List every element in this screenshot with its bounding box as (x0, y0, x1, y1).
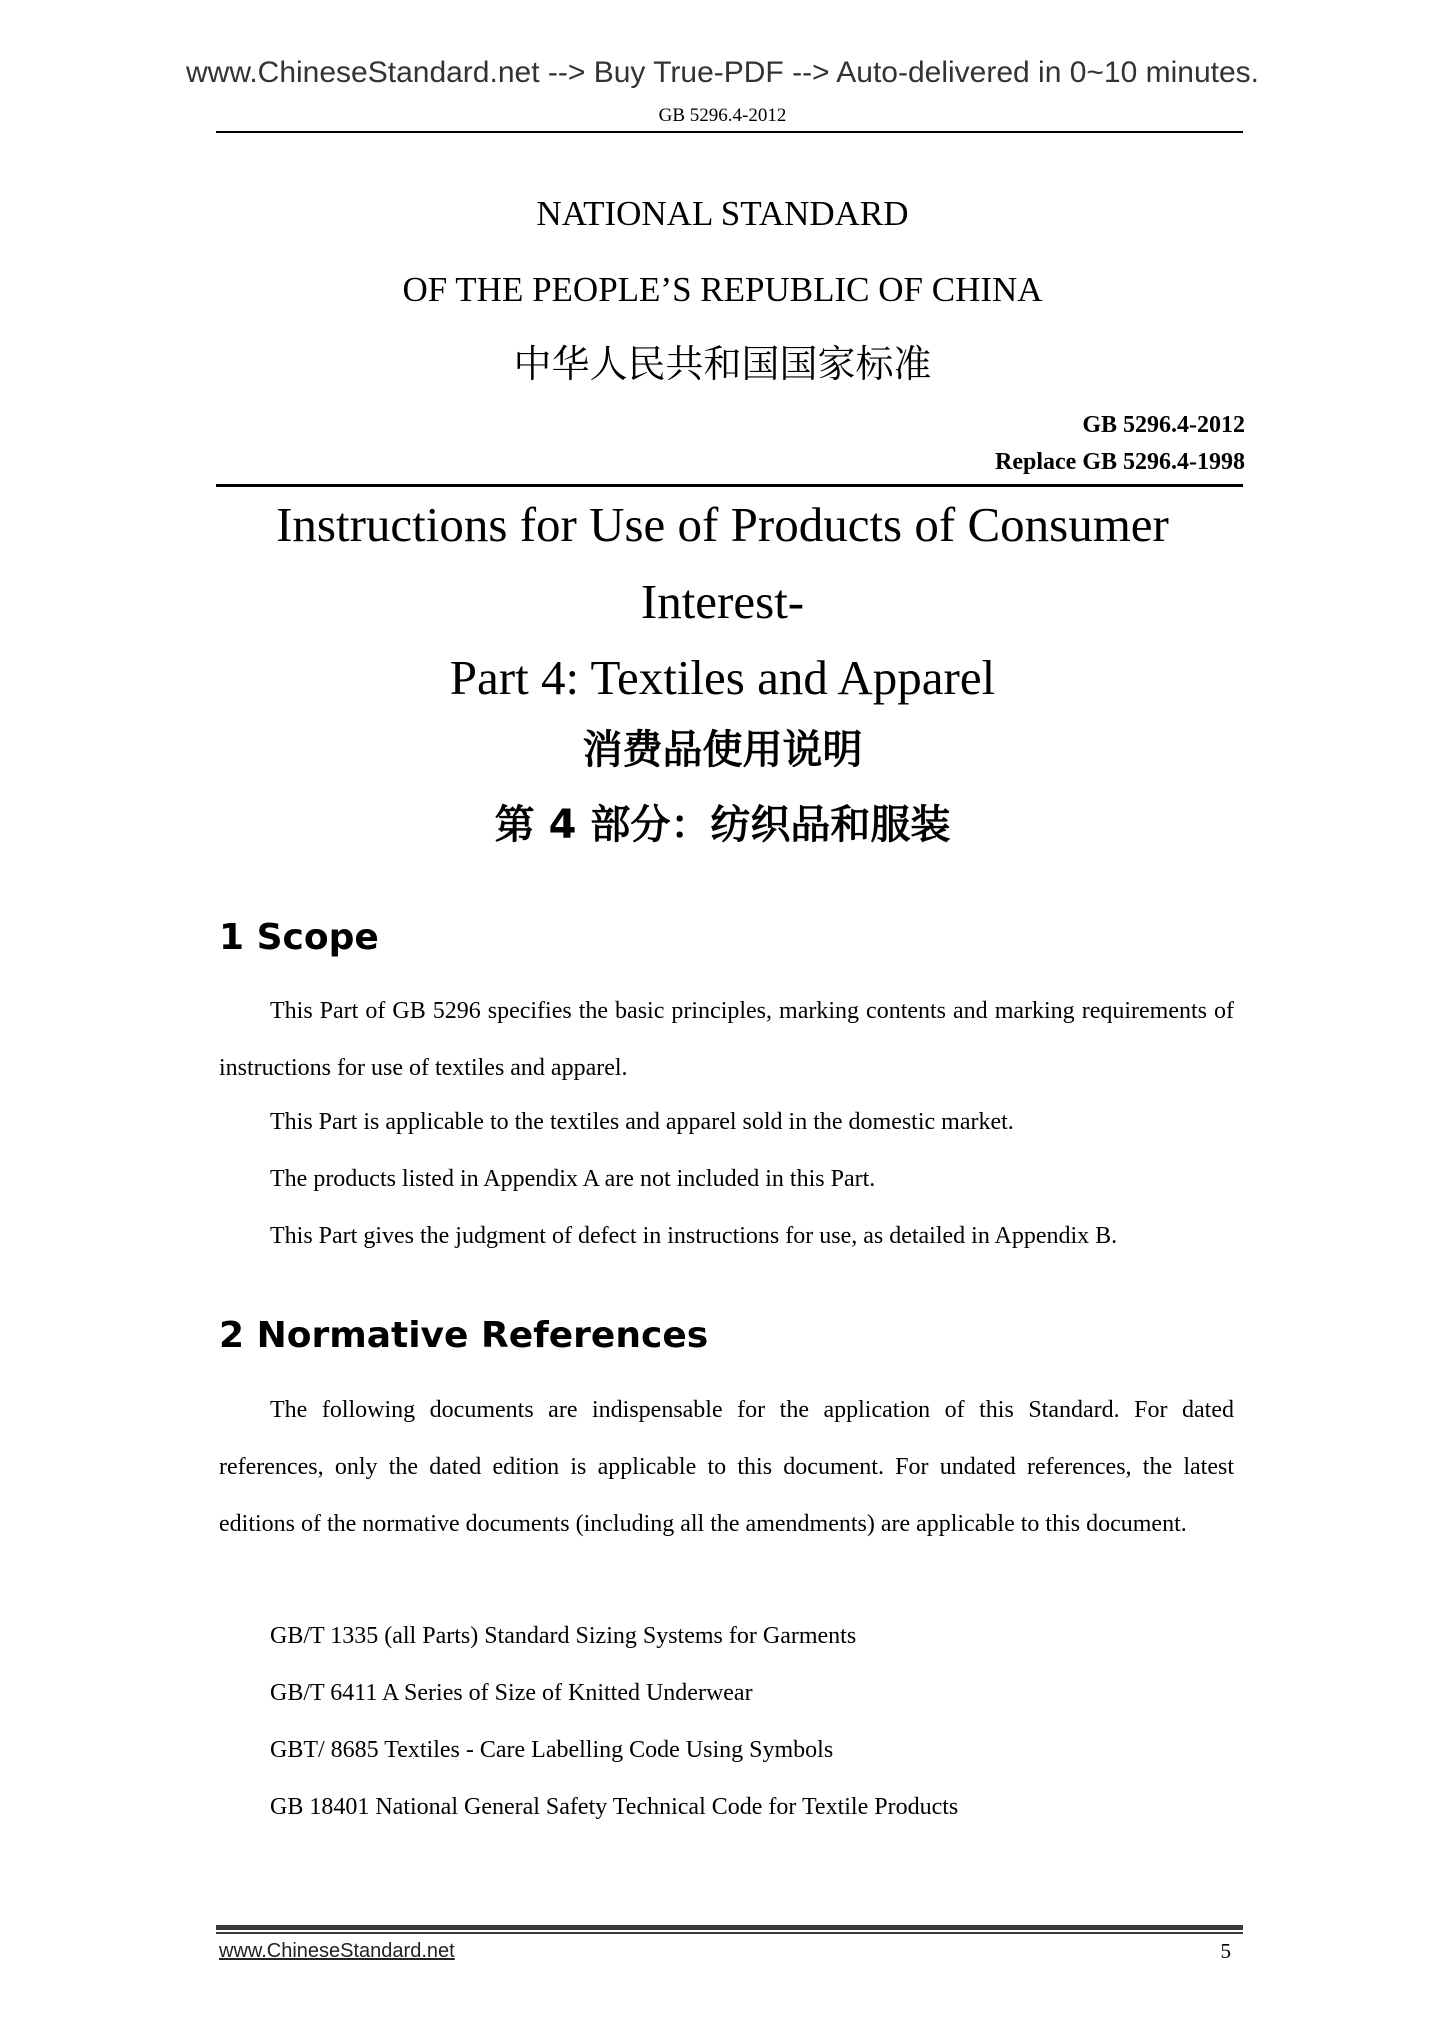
footer-rule-thin (216, 1932, 1243, 1934)
header-banner: www.ChineseStandard.net --> Buy True-PDF --> Auto-delivered in 0~10 minutes. (185, 56, 1260, 89)
replaced-standard: Replace GB 5296.4-1998 (995, 449, 1245, 475)
references-intro: The following documents are indispensable for the application of this Standard. For dated references, only the dated edition is applicable to this document. For undated references, the latest editions of the normative documents (including all the amendments) are applicable to this document. (219, 1397, 1234, 1537)
document-title-line-3: Part 4: Textiles and Apparel (449, 650, 996, 705)
country-title-chinese: 中华人民共和国国家标准 (513, 342, 932, 386)
footer-website-link[interactable]: www.ChineseStandard.net (219, 1940, 455, 1962)
country-title: OF THE PEOPLE’S REPUBLIC OF CHINA (402, 270, 1043, 309)
section-heading-normative-references: 2 Normative References (219, 1315, 709, 1356)
standard-code: GB 5296.4-2012 (1082, 412, 1245, 438)
title-rule (216, 484, 1243, 487)
section-heading-scope: 1 Scope (219, 917, 379, 958)
header-rule (216, 131, 1243, 133)
reference-item: GB 18401 National General Safety Technical Code for Textile Products (270, 1794, 959, 1820)
reference-item: GB/T 6411 A Series of Size of Knitted Underwear (270, 1680, 753, 1706)
document-title-chinese-1: 消费品使用说明 (582, 727, 863, 773)
scope-paragraph-2: This Part is applicable to the textiles and apparel sold in the domestic market. (270, 1109, 1014, 1135)
reference-item: GBT/ 8685 Textiles - Care Labelling Code Using Symbols (270, 1737, 834, 1763)
document-title-chinese-2: 第 4 部分：纺织品和服装 (494, 802, 951, 848)
page-number: 5 (1220, 1939, 1231, 1963)
national-standard-title: NATIONAL STANDARD (536, 194, 909, 233)
document-title-line-1: Instructions for Use of Products of Consumer (276, 497, 1169, 552)
scope-paragraph-3: The products listed in Appendix A are not included in this Part. (270, 1166, 876, 1192)
reference-item: GB/T 1335 (all Parts) Standard Sizing Systems for Garments (270, 1623, 857, 1649)
scope-paragraph-1: This Part of GB 5296 specifies the basic principles, marking contents and marking requirements of instructions for use of textiles and apparel. (219, 998, 1234, 1081)
scope-paragraph-4: This Part gives the judgment of defect in instructions for use, as detailed in Appendix B. (270, 1223, 1118, 1249)
footer-rule-thick (216, 1925, 1243, 1930)
header-standard-code: GB 5296.4-2012 (658, 105, 787, 126)
document-title-line-2: Interest- (640, 574, 805, 629)
